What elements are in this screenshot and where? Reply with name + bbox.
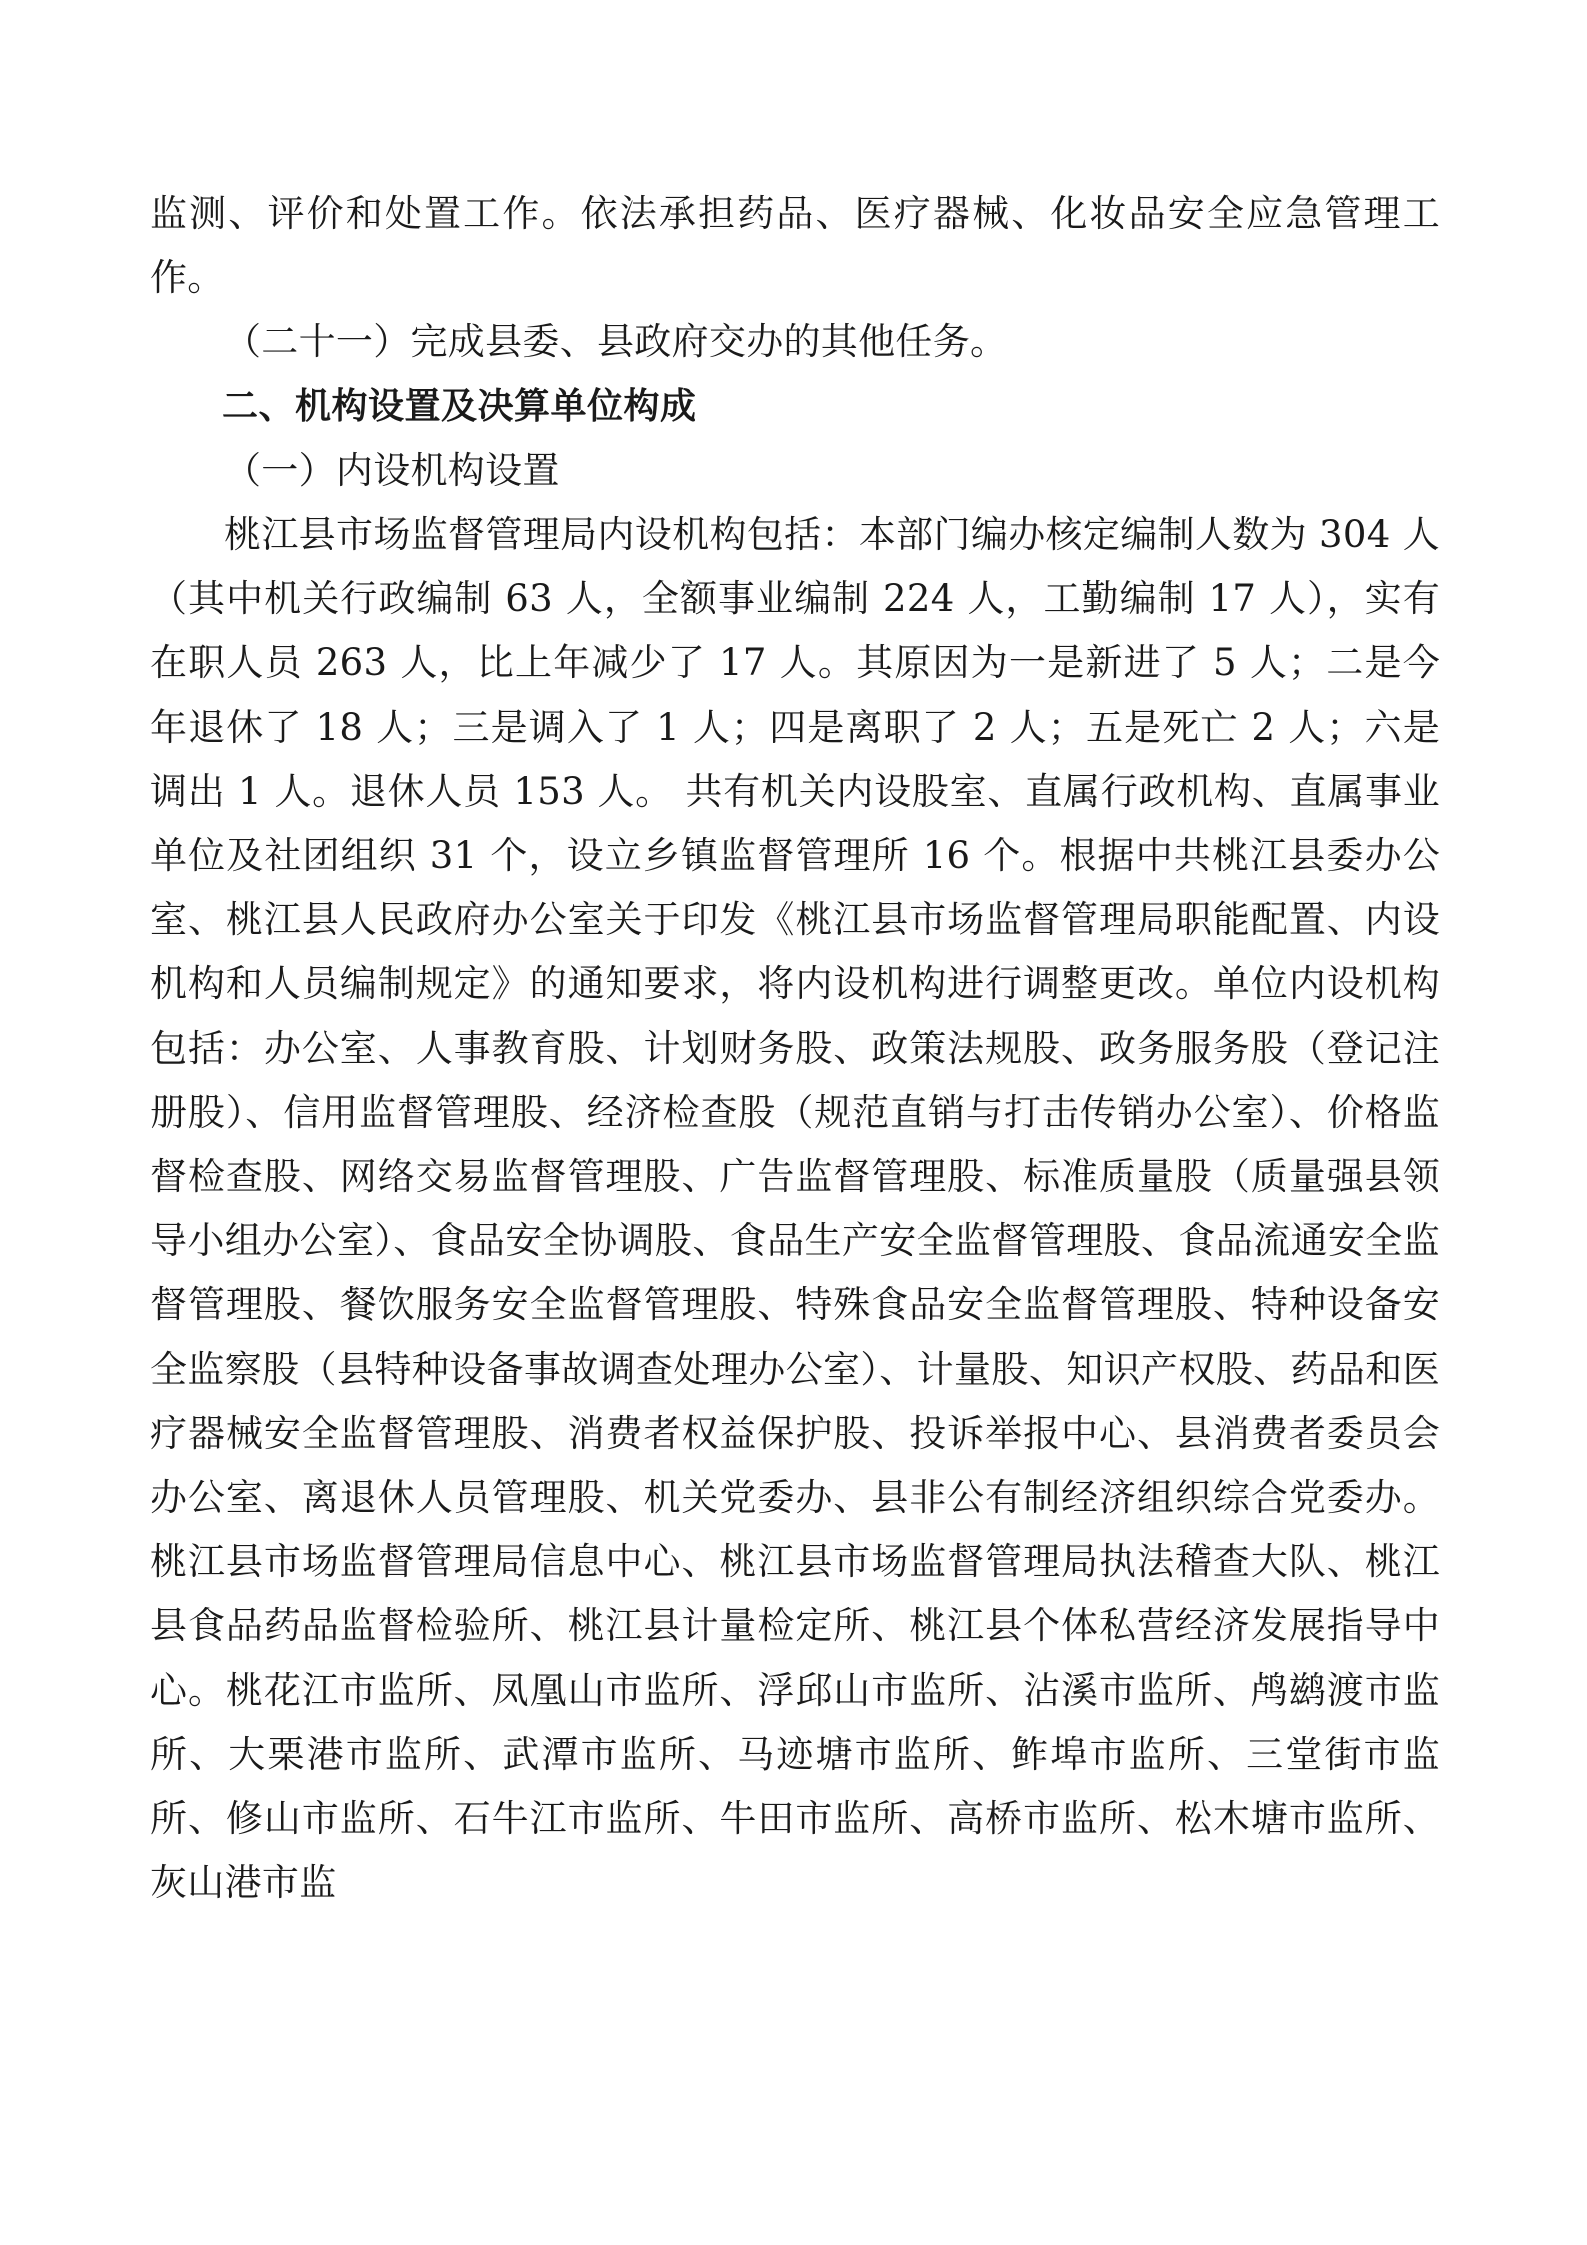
main-paragraph: 桃江县市场监督管理局内设机构包括：本部门编办核定编制人数为 304 人（其中机关行政编制 63 人，全额事业编制 224 人，工勤编制 17 人），实有在职人员 263 人，比上年减少了 17 人。其原因为一是新进了 5 人；二是今年退休了 18 人；三是调入了 1 人；四是离职了 2 人；五是死亡 2 人；六是调出 1 人。退休人员 153 人。 共有机关内设股室、直属行政机构、直属事业单位及社团组织 31 个，设立乡镇监督管理所 16 个。根据中共桃江县委办公室、桃江县人民政府办公室关于印发《桃江县市场监督管理局职能配置、内设机构和人员编制规定》的通知要求，将内设机构进行调整更改。单位内设机构包括：办公室、人事教育股、计划财务股、政策法规股、政务服务股（登记注册股）、信用监督管理股、经济检查股（规范直销与打击传销办公室）、价格监督检查股、网络交易监督管理股、广告监督管理股、标准质量股（质量强县领导小组办公室）、食品安全协调股、食品生产安全监督管理股、食品流通安全监督管理股、餐饮服务安全监督管理股、特殊食品安全监督管理股、特种设备安全监察股（县特种设备事故调查处理办公室）、计量股、知识产权股、药品和医疗器械安全监督管理股、消费者权益保护股、投诉举报中心、县消费者委员会办公室、离退休人员管理股、机关党委办、县非公有制经济组织综合党委办。桃江县市场监督管理局信息中心、桃江县市场监督管理局执法稽查大队、桃江县食品药品监督检验所、桃江县计量检定所、桃江县个体私营经济发展指导中心。桃花江市监所、凤凰山市监所、浮邱山市监所、沾溪市监所、鸬鹚渡市监所、大栗港市监所、武潭市监所、马迹塘市监所、鲊埠市监所、三堂街市监所、修山市监所、石牛江市监所、牛田市监所、高桥市监所、松木塘市监所、灰山港市监 xyxy=(150,513,1440,1905)
section-heading: 二、机构设置及决算单位构成 xyxy=(222,385,697,427)
subsection-heading: （一）内设机构设置 xyxy=(224,448,560,492)
item-21-paragraph: （二十一）完成县委、县政府交办的其他任务。 xyxy=(224,320,1008,364)
continuation-paragraph: 监测、评价和处置工作。依法承担药品、医疗器械、化妆品安全应急管理工作。 xyxy=(150,192,1440,300)
document-body xyxy=(150,182,1440,1915)
